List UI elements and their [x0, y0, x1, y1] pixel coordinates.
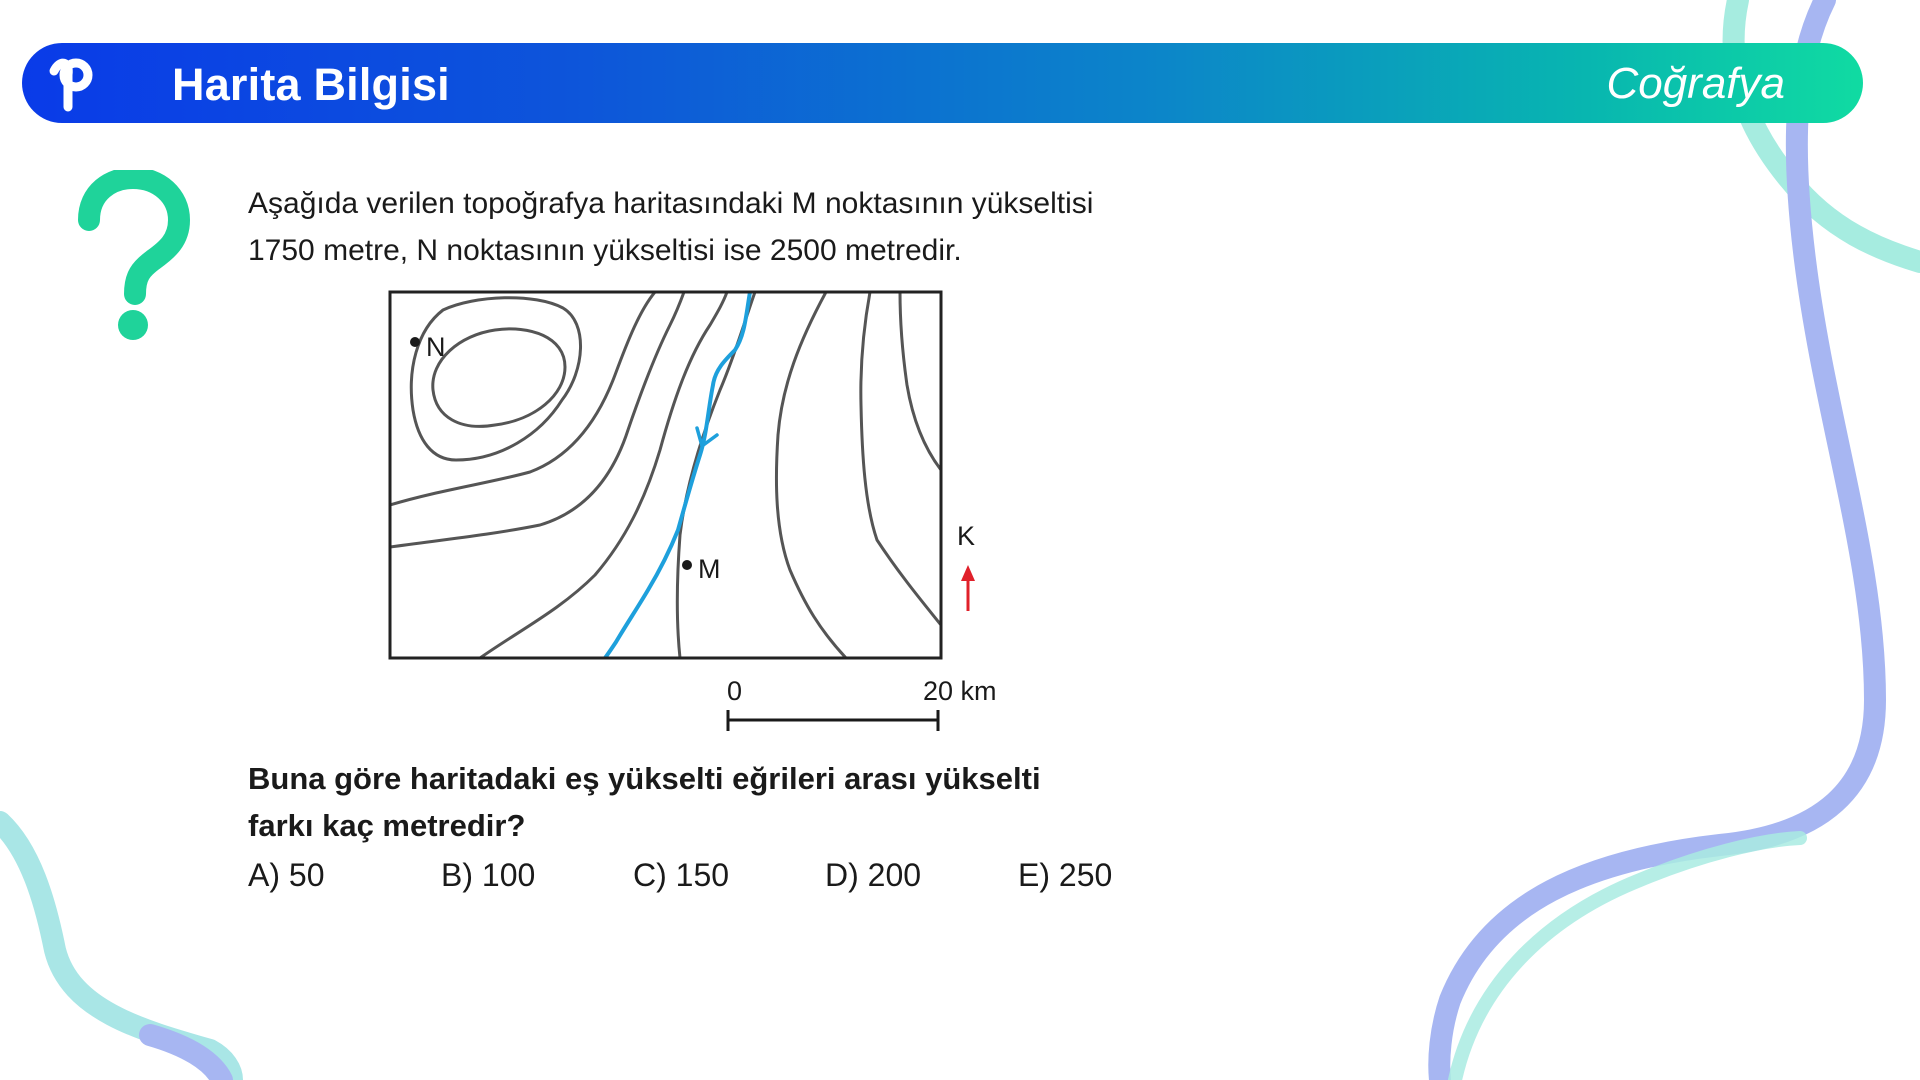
option-d[interactable]: D) 200 — [825, 857, 922, 893]
point-n-label: N — [426, 332, 446, 362]
question-line-1: Buna göre haritadaki eş yükselti eğrileri arası yükselti — [248, 761, 1041, 796]
wave-top-right-blue — [1439, 0, 1875, 1080]
contour-inner-oval — [433, 329, 565, 426]
option-e[interactable]: E) 250 — [1018, 857, 1113, 893]
contour-outer-loop — [411, 298, 580, 460]
question-text — [248, 755, 1148, 849]
intro-line-1: Aşağıda verilen topoğrafya haritasındaki M noktasının yükseltisi — [248, 187, 1094, 220]
contour-band-2 — [390, 292, 684, 547]
question-line-2: farkı kaç metredir? — [248, 808, 526, 843]
map-frame — [390, 292, 941, 658]
contour-right-3 — [900, 292, 941, 470]
option-c[interactable]: C) 150 — [633, 857, 730, 893]
contour-through-m — [677, 292, 755, 658]
question-mark-icon — [75, 170, 195, 345]
scale-end-label: 20 km — [923, 676, 997, 706]
wave-bottom-left — [0, 822, 232, 1080]
subject-label: Coğrafya — [1606, 59, 1785, 108]
intro-line-2: 1750 metre, N noktasının yükseltisi ise 2500 metredir. — [248, 234, 962, 267]
wave-top-right-teal — [1734, 0, 1920, 262]
point-m-marker — [682, 560, 692, 570]
point-m-label: M — [698, 554, 721, 584]
contour-right-1 — [776, 292, 846, 658]
topographic-map — [380, 285, 1020, 745]
point-n-marker — [410, 337, 420, 347]
brand-logo-icon — [44, 51, 108, 115]
scale-bar — [728, 710, 938, 731]
north-arrow-icon — [961, 565, 975, 611]
header-bar — [22, 43, 1863, 123]
scale-start-label: 0 — [727, 676, 743, 706]
page-title: Harita Bilgisi — [172, 59, 450, 110]
north-label: K — [957, 521, 976, 551]
option-a[interactable]: A) 50 — [248, 857, 325, 893]
wave-bottom-right-teal — [1455, 838, 1800, 1080]
answer-options — [248, 857, 1208, 902]
option-b[interactable]: B) 100 — [441, 857, 536, 893]
question-intro — [248, 180, 1208, 274]
